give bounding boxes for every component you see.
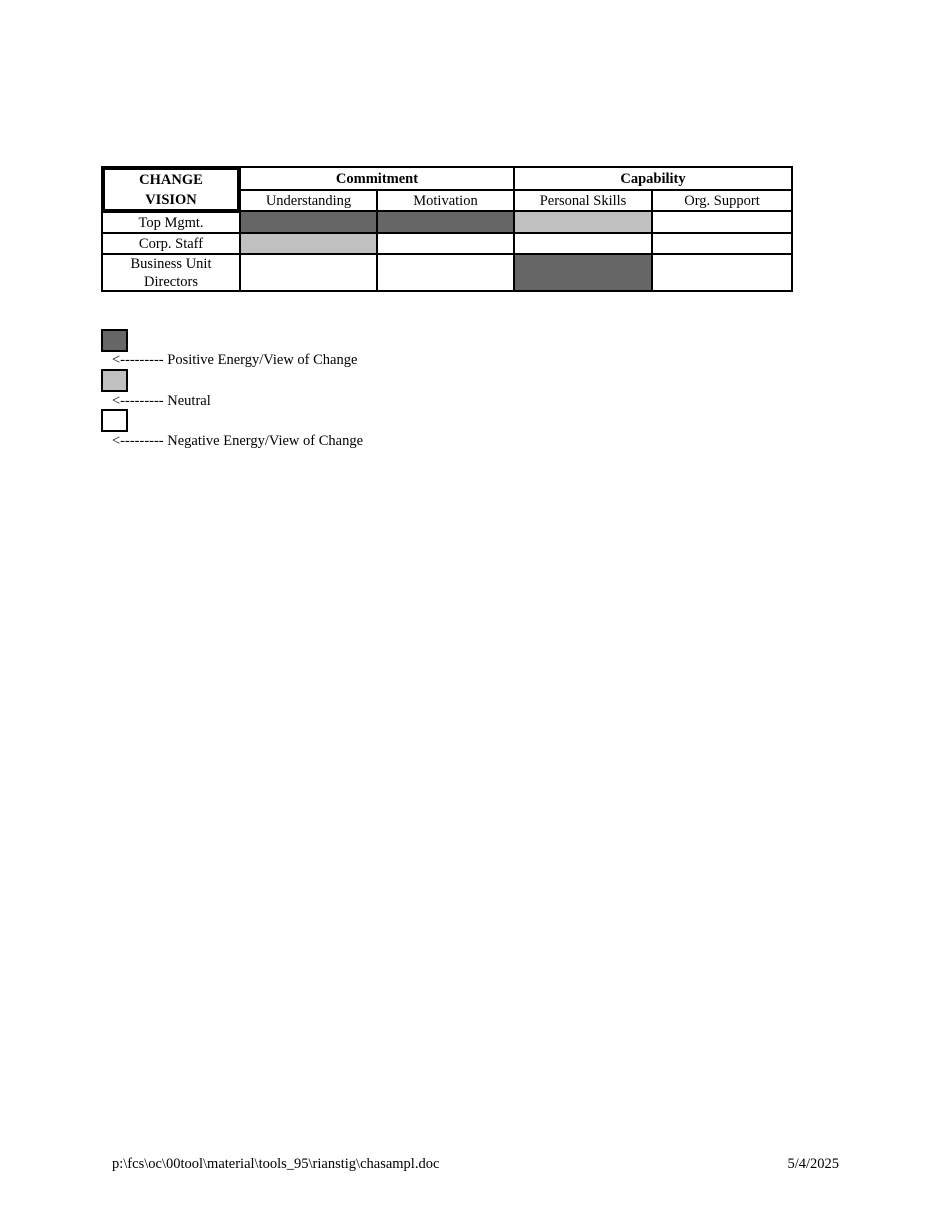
group-header-commitment: Commitment [335,171,419,187]
legend-swatch-neutral [101,369,128,392]
cell-top-mgmt-org-support [652,211,792,233]
corner-title [105,170,237,210]
corner-title-line2: VISION [145,192,197,208]
column-header-understanding: Understanding [265,193,352,209]
row-header-corp-staff: Corp. Staff [138,236,204,252]
cell-top-mgmt-understanding [240,211,377,233]
cell-corp-staff-motivation [377,233,514,254]
legend-swatch-positive [101,329,128,352]
legend-label-neutral: <--------- Neutral [112,393,211,409]
corner-title-line1: CHANGE [139,172,203,188]
row-header-top-mgmt: Top Mgmt. [138,214,204,231]
column-header-motivation: Motivation [413,193,478,209]
cell-corp-staff-org-support [652,233,792,254]
cell-bu-directors-understanding [240,254,377,292]
cell-corp-staff-personal-skills [514,233,652,254]
cell-bu-directors-org-support [652,254,792,292]
footer-file-path: p:\fcs\oc\00tool\material\tools_95\rianstig\chasampl.doc [112,1156,440,1172]
footer-date: 5/4/2025 [787,1156,839,1172]
legend-label-positive: <--------- Positive Energy/View of Change [112,352,358,368]
column-header-org-support: Org. Support [684,193,760,209]
row-header-business-unit-directors: Business Unit Directors [130,256,212,290]
legend-swatch-negative [101,409,128,432]
legend-label-negative: <--------- Negative Energy/View of Change [112,433,364,449]
cell-bu-directors-personal-skills [514,254,652,292]
cell-top-mgmt-personal-skills [514,211,652,233]
grid-line [791,166,793,292]
column-header-personal-skills: Personal Skills [539,193,627,209]
cell-top-mgmt-motivation [377,211,514,233]
cell-bu-directors-motivation [377,254,514,292]
cell-corp-staff-understanding [240,233,377,254]
group-header-capability: Capability [620,171,686,187]
